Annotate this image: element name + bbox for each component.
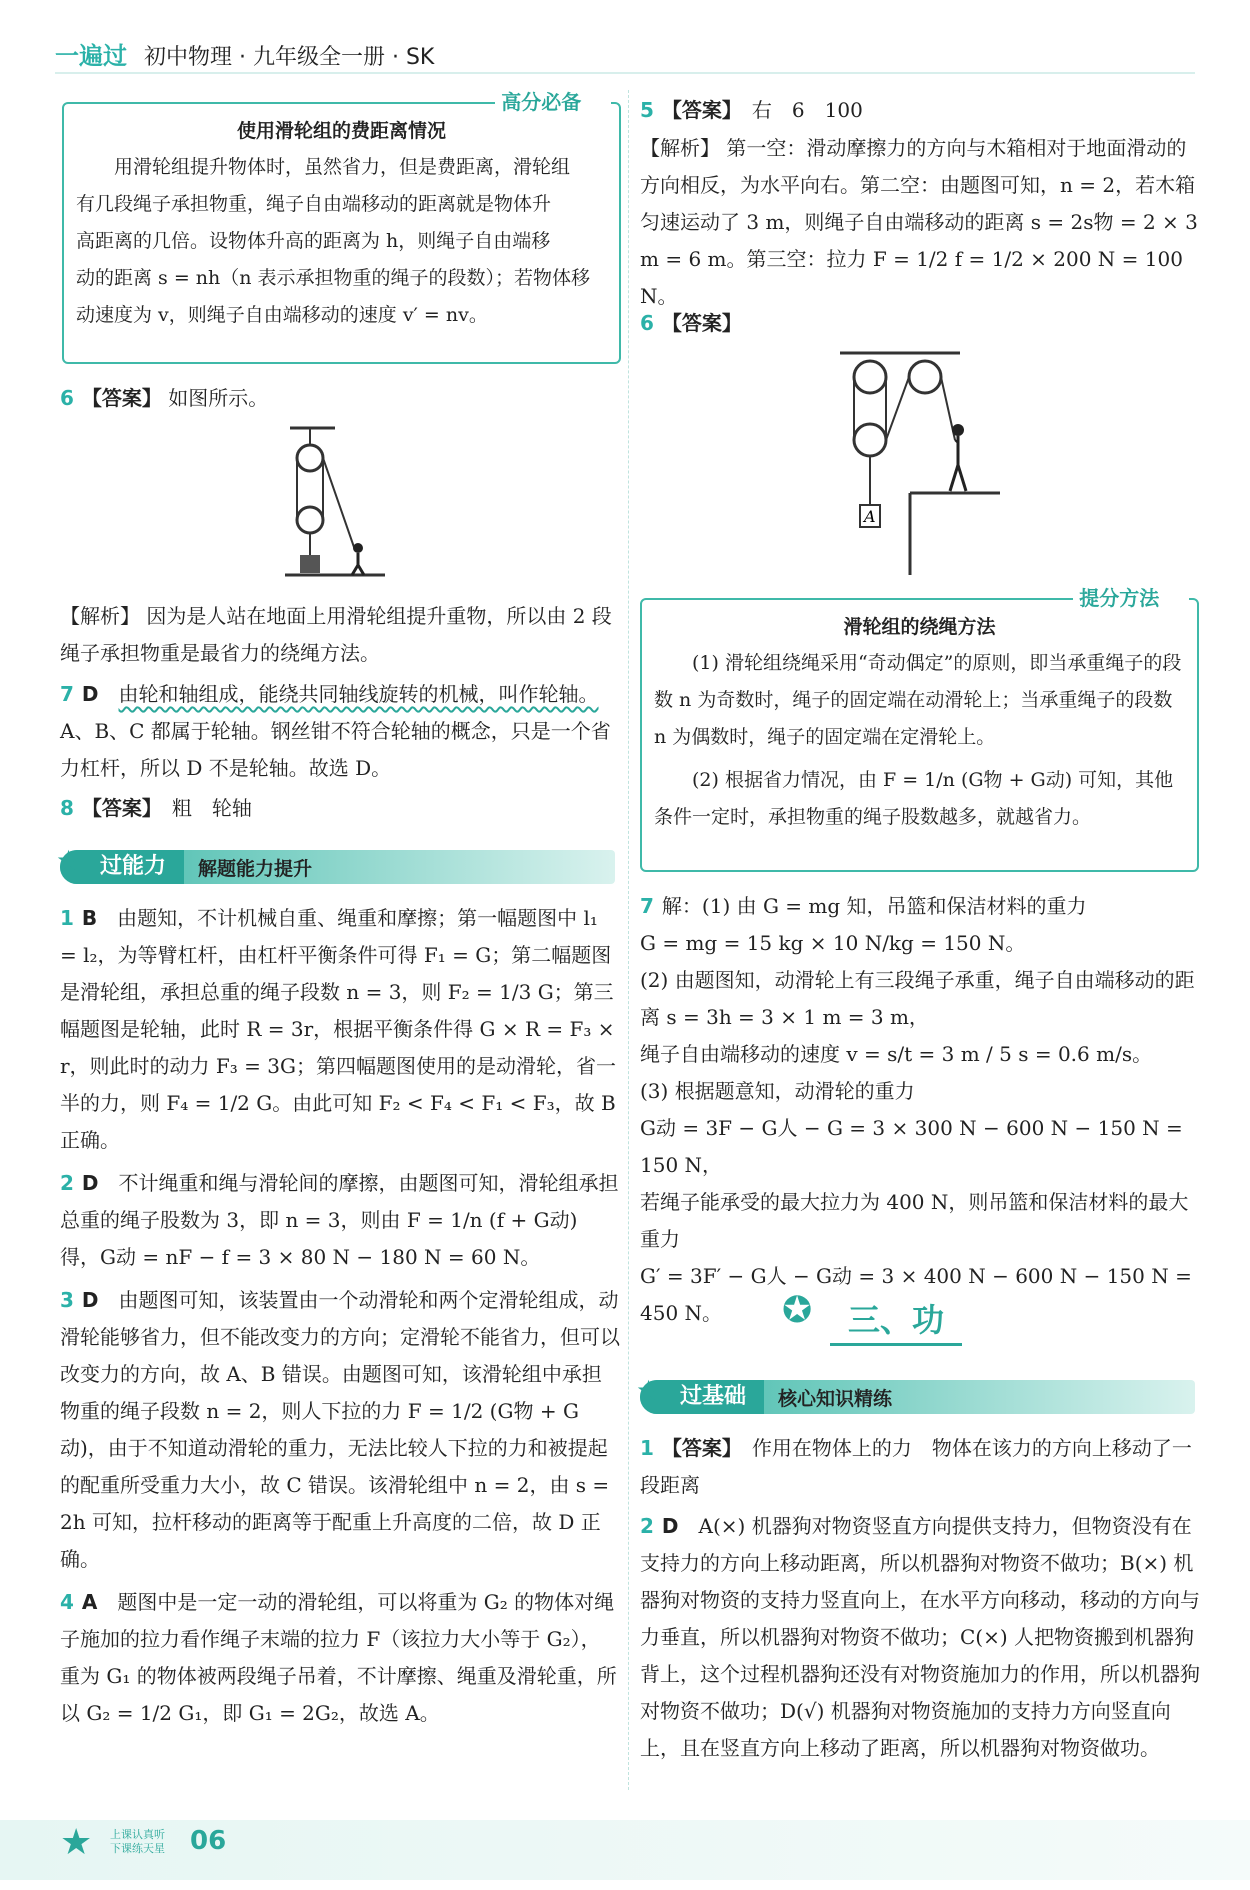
left-q6: 6 【答案】 如图所示。 (60, 386, 269, 410)
svg-text:A: A (864, 507, 876, 526)
list-item: 1 B 由题知，不计机械自重、绳重和摩擦；第一幅题图中 l₁ = l₂，为等臂杠杆，由杠杆平衡条件可得 F₁ = G；第二幅题图是滑轮组，承担总重的绳子段数 n = 3，则 F₂ = 1/3 G；第三幅题图是轮轴，此时 R = 3r，根据平衡条件得 G × R = F₃ × r，则此时的动力 F₃ = 3G；第四幅题图使用的是动滑轮，省一半的力，则 F₄ = 1/2 G。由此可知 F₂ < F₄ < F₁ < F₃，故 B 正确。 (60, 906, 616, 1152)
box-body: (1) 滑轮组绕绳采用“奇动偶定”的原则，即当承重绳子的段数 n 为奇数时，绳子的固定端在动滑轮上；当承重绳子的段数 n 为偶数时，绳子的固定端在定滑轮上。 (2) 根据省力情况，由 F = 1/n (G物 + G动) 可知，其他条件一定时，承担物重的绳子股数越多，就越省力。 (654, 652, 1182, 828)
page-footer (0, 1820, 1250, 1880)
left-ability-items (60, 900, 620, 1732)
list-item: 2 D 不计绳重和绳与滑轮间的摩擦，由题图可知，滑轮组承担总重的绳子股数为 3，即 n = 3，则由 F = 1/n (f + G动) 得，G动 = nF − f = 3 × 80 N − 180 N = 60 N。 (60, 1171, 619, 1269)
section-banner-ability: 过能力 解题能力提升 (60, 850, 615, 884)
star-mascot-icon: ★ (56, 844, 82, 877)
section-banner-basic: 过基础 核心知识精练 (640, 1380, 1195, 1414)
right-q5-analysis: 【解析】 第一空：滑动摩擦力的方向与木箱相对于地面滑动的方向相反，为水平向右。第二空：由题图可知，n = 2，若木箱匀速运动了 3 m，则绳子自由端移动的距离 s = 2s物 = 2 × 3 m = 6 m。第三空：拉力 F = 1/2 f = 1/2 × 200 N = 100 N。 (640, 136, 1198, 308)
column-divider (628, 90, 629, 1790)
box-tag: 高分必备 ✿ (495, 86, 611, 115)
pulley-figure-left (280, 420, 390, 590)
right-basic-items (640, 1430, 1200, 1767)
pulley-figure-right (830, 345, 1010, 585)
list-item: 2 D A(×) 机器狗对物资竖直方向提供支持力，但物资没有在支持力的方向上移动距离，所以机器狗对物资不做功；B(×) 机器狗对物资的支持力竖直向上，在水平方向移动，移动的方向与力垂直，所以机器狗对物资不做功；C(×) 人把物资搬到机器狗背上，这个过程机器狗还没有对物资施加力的作用，所以机器狗对物资不做功；D(√) 机器狗对物资施加的支持力方向竖直向上，且在竖直方向上移动了距离，所以机器狗对物资做功。 (640, 1514, 1200, 1760)
right-q5: 5 【答案】 右 6 100 (640, 98, 863, 122)
list-item: 3 D 由题图可知，该装置由一个动滑轮和两个定滑轮组成，动滑轮能够省力，但不能改变力的方向；定滑轮不能省力，但可以改变力的方向，故 A、B 错误。由题图可知，该滑轮组中承担物重的绳子段数 n = 2，则人下拉的力 F = 1/2 (G物 + G动)，由于不知道动滑轮的重力，无法比较人下拉的力和被提起的配重所受重力大小，故 C 错误。该滑轮组中 n = 2，由 s = 2h 可知，拉杆移动的距离等于配重上升高度的二倍，故 D 正确。 (60, 1288, 620, 1571)
tip-box-method (640, 586, 1199, 872)
page-header (55, 36, 434, 71)
left-q6-analysis: 【解析】 因为是人站在地面上用滑轮组提升重物，所以由 2 段绳子承担物重是最省力的绕绳方法。 (60, 604, 612, 665)
left-q8: 8 【答案】 粗 轮轴 (60, 796, 252, 820)
page-number: 06 (190, 1826, 227, 1856)
brand-logo: 一遍过 (55, 42, 127, 70)
footer-slogan: 上课认真听 下课练天星 (110, 1828, 165, 1855)
box-title: 滑轮组的绕绳方法 (843, 616, 996, 638)
right-q7: 7 解：(1) 由 G = mg 知，吊篮和保洁材料的重力 G = mg = 15 kg × 10 N/kg = 150 N。 (2) 由题图知，动滑轮上有三段绳子承重，绳子自由端移动的距离 s = 3h = 3 × 1 m = 3 m， 绳子自由端移动的速度 v = s/t = 3 m / 5 s = 0.6 m/s。 (3) 根据题意知，动滑轮的重力 G动 = 3F − G人 − G = 3 × 300 N − 600 N − 150 N = 150 N， 若绳子能承受的最大拉力为 400 N，则吊篮和保洁材料的最大重力 G′ = 3F′ − G人 − G动 = 3 × 400 N − 600 N − 150 N = 450 N。 (640, 894, 1195, 1325)
star-mascot-icon: ✪ (782, 1290, 813, 1331)
box-tag: 提分方法 ✿ (1073, 582, 1189, 611)
list-item: 1 【答案】 作用在物体上的力 物体在该力的方向上移动了一段距离 (640, 1436, 1192, 1497)
box-body: 用滑轮组提升物体时，虽然省力，但是费距离，滑轮组 有几段绳子承担物重，绳子自由端移动的距离就是物体升 高距离的几倍。设物体升高的距离为 h，则绳子自由端移 动的距离 s = nh（n 表示承担物重的绳子的段数）；若物体移 动速度为 v，则绳子自由端移动的速度 v′ = nv。 (76, 156, 591, 326)
section-title: 三、功 (830, 1295, 962, 1346)
right-q6: 6 【答案】 (640, 311, 742, 335)
box-title: 使用滑轮组的费距离情况 (236, 120, 446, 142)
tip-box-high-score (62, 90, 621, 364)
header-title: 初中物理 · 九年级全一册 · SK (144, 45, 435, 70)
left-q7: 7 D 由轮和轴组成，能绕共同轴线旋转的机械，叫作轮轴。A、B、C 都属于轮轴。钢丝钳不符合轮轴的概念，只是一个省力杠杆，所以 D 不是轮轴。故选 D。 (60, 682, 611, 780)
list-item: 4 A 题图中是一定一动的滑轮组，可以将重为 G₂ 的物体对绳子施加的拉力看作绳子末端的拉力 F（该拉力大小等于 G₂），重为 G₁ 的物体被两段绳子吊着，不计摩擦、绳重及滑轮重，所以 G₂ = 1/2 G₁，即 G₁ = 2G₂，故选 A。 (60, 1590, 617, 1725)
header-divider (55, 72, 1195, 74)
star-mascot-icon: ★ (636, 1374, 662, 1407)
star-mascot-icon: ★ (60, 1822, 93, 1863)
